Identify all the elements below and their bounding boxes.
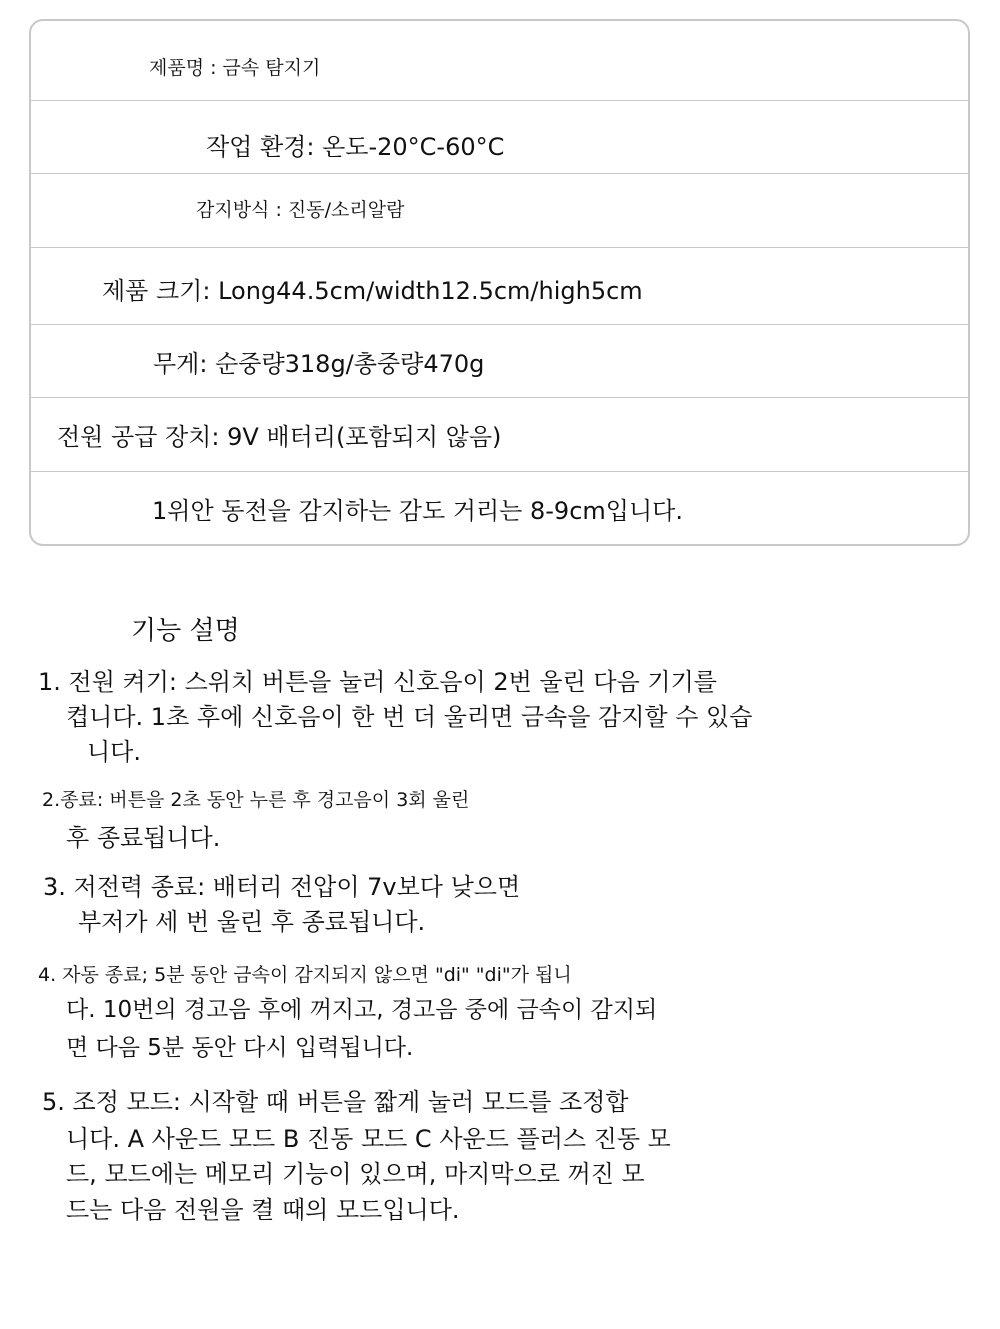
feature-line: 후 종료됩니다. [66, 824, 221, 852]
spec-row-sensitivity [31, 472, 968, 546]
spec-row-weight [31, 325, 968, 398]
feature-line: 다. 10번의 경고음 후에 꺼지고, 경고음 중에 금속이 감지되 [66, 997, 658, 1023]
feature-line: 니다. A 사운드 모드 B 진동 모드 C 사운드 플러스 진동 모 [66, 1125, 671, 1153]
feature-line: 1. 전원 켜기: 스위치 버튼을 눌러 신호음이 2번 울린 다음 기기를 [38, 668, 717, 696]
feature-line: 5. 조정 모드: 시작할 때 버튼을 짧게 눌러 모드를 조정합 [42, 1088, 629, 1116]
spec-power-supply: 전원 공급 장치: 9V 배터리(포함되지 않음) [57, 423, 502, 451]
feature-line: 드는 다음 전원을 켤 때의 모드입니다. [66, 1196, 460, 1224]
spec-row-detection [31, 174, 968, 248]
feature-line: 부저가 세 번 울린 후 종료됩니다. [78, 908, 426, 936]
spec-product-size: 제품 크기: Long44.5cm/width12.5cm/high5cm [102, 277, 643, 305]
feature-line: 니다. [87, 738, 141, 766]
feature-line: 켭니다. 1초 후에 신호음이 한 번 더 울리면 금속을 감지할 수 있습 [66, 703, 753, 731]
spec-row-product-name [31, 21, 968, 101]
spec-detection-method: 감지방식 : 진동/소리알람 [196, 199, 405, 221]
spec-sensitivity: 1위안 동전을 감지하는 감도 거리는 8-9cm입니다. [152, 497, 683, 525]
feature-line: 2.종료: 버튼을 2초 동안 누른 후 경고음이 3회 울린 [42, 789, 470, 811]
spec-weight: 무게: 순중량318g/총중량470g [153, 350, 485, 378]
feature-line: 4. 자동 종료; 5분 동안 금속이 감지되지 않으면 "di" "di"가 됩니 [38, 964, 572, 986]
feature-line: 드, 모드에는 메모리 기능이 있으며, 마지막으로 꺼진 모 [66, 1160, 645, 1188]
features-title: 기능 설명 [131, 616, 240, 646]
feature-line: 3. 저전력 종료: 배터리 전압이 7v보다 낮으면 [43, 873, 521, 901]
spec-table [29, 19, 970, 546]
spec-product-name: 제품명 : 금속 탐지기 [149, 57, 321, 79]
spec-row-environment [31, 101, 968, 174]
feature-line: 면 다음 5분 동안 다시 입력됩니다. [66, 1035, 414, 1061]
spec-environment: 작업 환경: 온도-20°C-60°C [206, 133, 505, 161]
spec-row-power [31, 398, 968, 472]
spec-row-size [31, 248, 968, 325]
